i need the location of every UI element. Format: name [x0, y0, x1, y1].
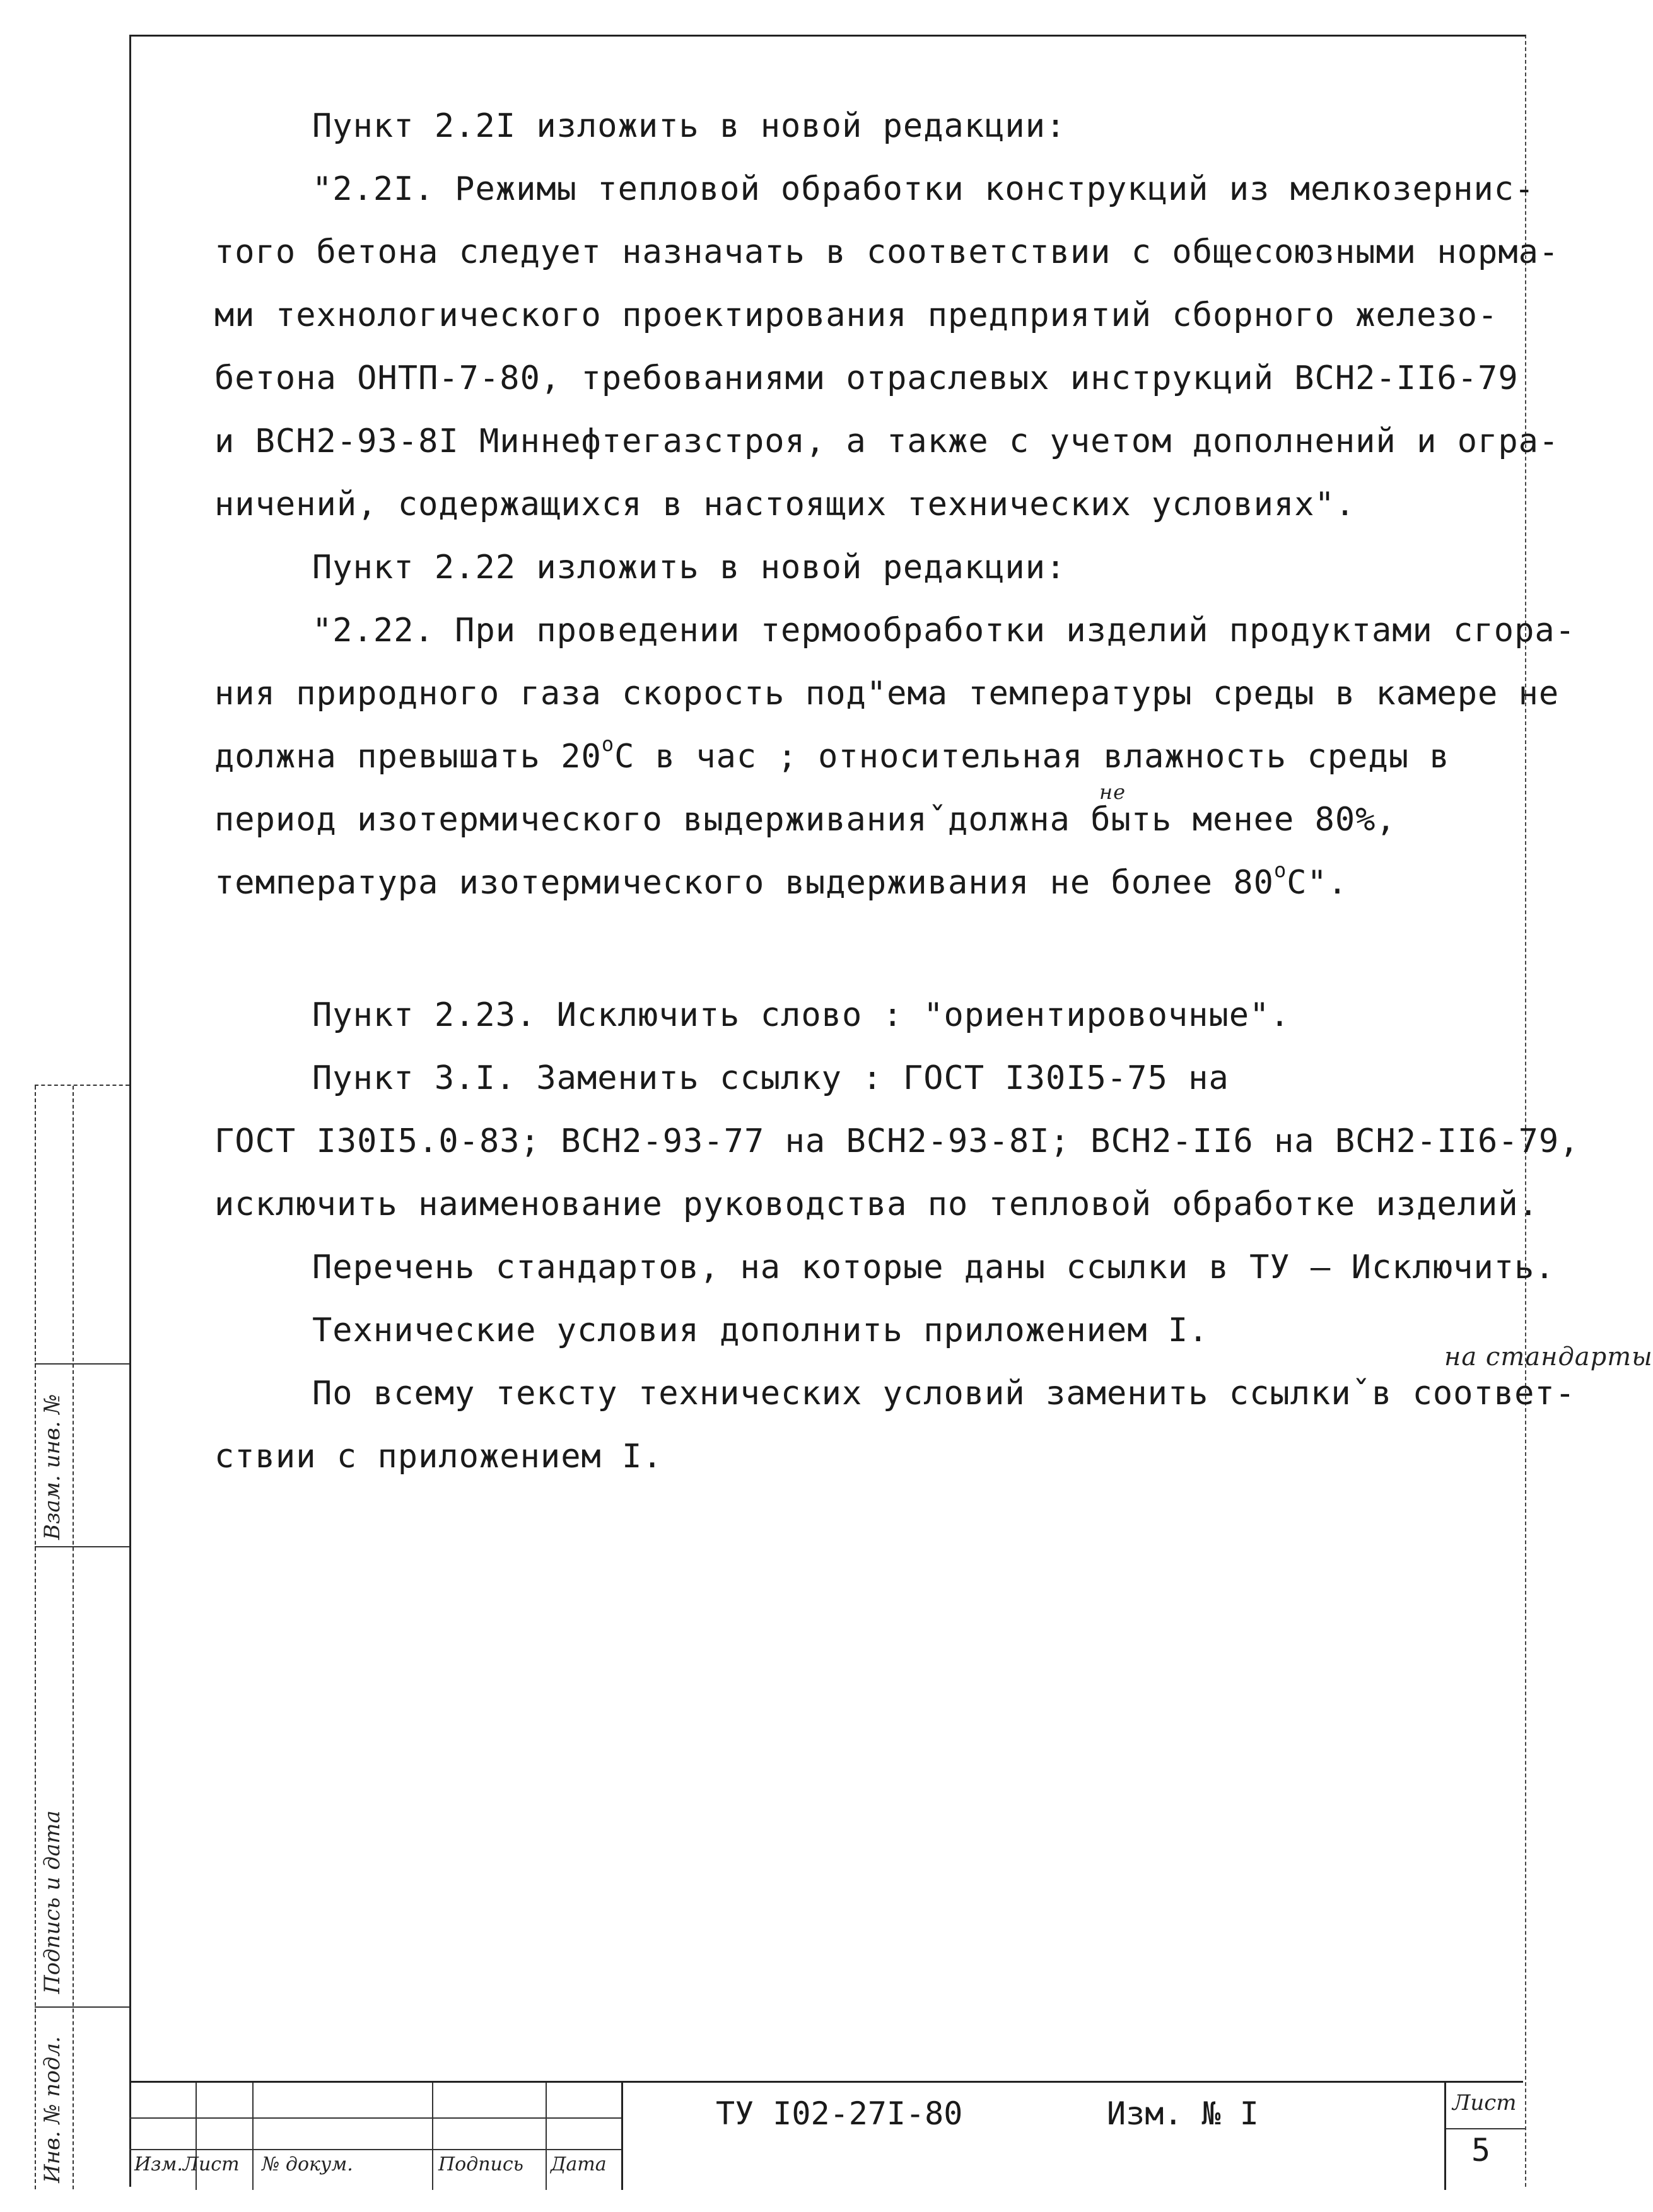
- paragraph: Пункт 2.22 изложить в новой редакции:: [312, 549, 1066, 586]
- revision-label: Изм. № I: [1107, 2095, 1259, 2132]
- paragraph: [214, 1342, 1653, 1425]
- insertion-caret-icon: ˇ: [927, 801, 949, 839]
- paragraph-line: и ВСН2-93-8I Миннефтегазстроя, а также с учетом дополнений и огра-: [214, 422, 1560, 460]
- degree-sign: о: [601, 732, 615, 756]
- signature-grid: [129, 2083, 623, 2190]
- text-run: должна быть менее 80%,: [948, 801, 1396, 839]
- paragraph: Пункт 2.2I изложить в новой редакции:: [312, 107, 1066, 145]
- grid-line: [129, 2149, 621, 2150]
- margin-stamp: [35, 1085, 129, 2189]
- text-run: По всему тексту технических условий заменить ссылки: [312, 1375, 1352, 1412]
- grid-line: [1446, 2128, 1525, 2129]
- paragraph: "2.2I. Режимы тепловой обработки конструкций из мелкозернис-: [312, 170, 1535, 208]
- grid-line: [35, 2006, 129, 2008]
- sheet-header: Лист: [1452, 2090, 1517, 2116]
- paragraph: Перечень стандартов, на которые даны ссылки в ТУ – Исключить.: [312, 1249, 1555, 1286]
- degree-sign: о: [1273, 858, 1287, 882]
- paragraph-line: бетона ОНТП-7-80, требованиями отраслевых инструкций ВСН2-II6-79: [214, 359, 1519, 397]
- document-code: ТУ I02-27I-80: [716, 2095, 963, 2132]
- paragraph-line: исключить наименование руководства по тепловой обработке изделий.: [214, 1185, 1539, 1223]
- grid-line: [252, 2083, 254, 2190]
- sig-label: № докум.: [262, 2153, 353, 2175]
- paragraph-line: ния природного газа скорость под"ема температуры среды в камере не: [214, 675, 1560, 713]
- paragraph-line: ми технологического проектирования предприятий сборного железо-: [214, 296, 1498, 334]
- sig-label: Изм.Лист: [134, 2153, 240, 2175]
- sheet-number: 5: [1471, 2132, 1491, 2168]
- stamp-label: Подпись и дата: [40, 1810, 65, 1994]
- grid-line: [546, 2083, 547, 2190]
- handwritten-insertion: не: [1099, 780, 1126, 804]
- stamp-label: Взам. инв. №: [40, 1394, 65, 1540]
- title-block: [129, 2081, 1523, 2190]
- grid-line: [129, 2117, 621, 2119]
- grid-line: [432, 2083, 433, 2190]
- text-run: температура изотермического выдерживания не более 80: [214, 864, 1274, 902]
- grid-line: [35, 1546, 129, 1547]
- sig-label: Дата: [551, 2153, 607, 2175]
- text-run: С в час ; относительная влажность среды в: [614, 738, 1450, 776]
- paragraph-line: [214, 780, 1501, 851]
- text-run: период изотермического выдерживания: [214, 801, 928, 839]
- paragraph-line: [214, 851, 1501, 914]
- paragraph-line: того бетона следует назначать в соответствии с общесоюзными норма-: [214, 233, 1560, 271]
- paragraph: Технические условия дополнить приложением I.: [312, 1312, 1209, 1349]
- sig-label: Подпись: [438, 2153, 524, 2175]
- sheet-box: [1444, 2083, 1525, 2190]
- grid-line: [35, 1363, 129, 1365]
- grid-line: [73, 1086, 74, 2189]
- insertion-caret-icon: ˇ: [1351, 1375, 1372, 1412]
- handwritten-insertion: на стандарты: [1444, 1342, 1653, 1371]
- text-run: С".: [1287, 864, 1348, 902]
- stamp-label: Инв. № подл.: [40, 2036, 65, 2183]
- text-run: должна превышать 20: [214, 738, 602, 776]
- paragraph: Пункт 2.23. Исключить слово : "ориентировочные".: [312, 996, 1290, 1034]
- spacer: [214, 914, 1501, 984]
- text-run: в соответ-: [1371, 1375, 1576, 1412]
- paragraph: "2.22. При проведении термообработки изделий продуктами сгора-: [312, 612, 1576, 649]
- paragraph-line: ничений, содержащихся в настоящих технических условиях".: [214, 486, 1356, 523]
- paragraph-line: ствии с приложением I.: [214, 1438, 663, 1476]
- paragraph: Пункт 3.I. Заменить ссылку : ГОСТ I30I5-75 на: [312, 1059, 1229, 1097]
- paragraph-line: ГОСТ I30I5.0-83; ВСН2-93-77 на ВСН2-93-8I; ВСН2-II6 на ВСН2-II6-79,: [214, 1122, 1580, 1160]
- document-body: [214, 95, 1653, 1488]
- grid-line: [35, 1086, 36, 2189]
- paragraph-line: [214, 725, 1501, 788]
